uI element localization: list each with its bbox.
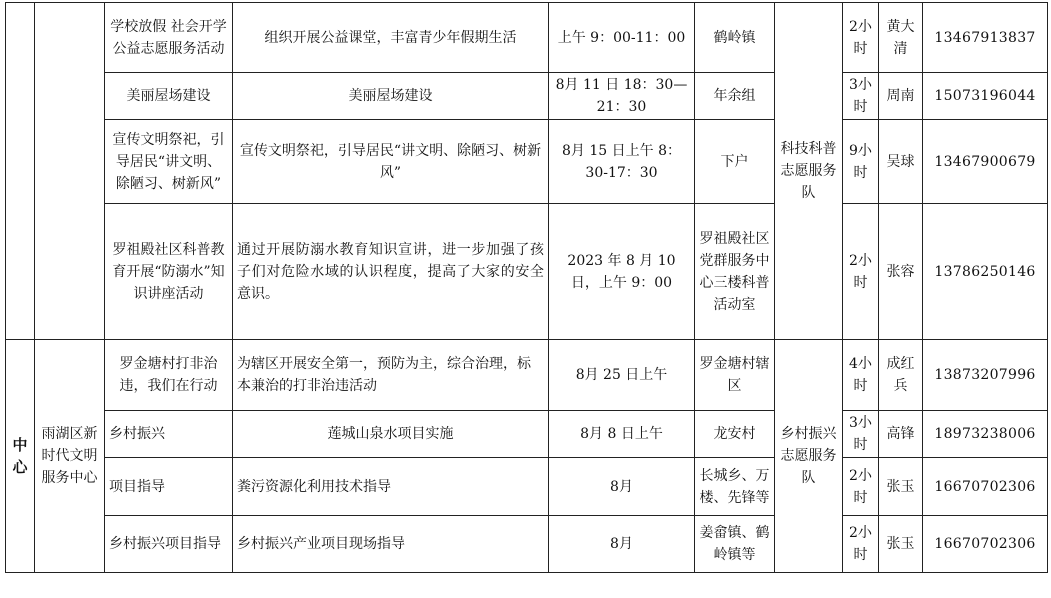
service-hours: 3小时: [843, 73, 879, 120]
activity-time: 8月 11 日 18：30—21：30: [549, 73, 695, 120]
service-hours: 2小时: [843, 458, 879, 516]
activity-place: 年余组: [695, 73, 775, 120]
activity-time: 8月: [549, 458, 695, 516]
activity-content: 美丽屋场建设: [233, 73, 549, 120]
activity-time: 上午 9：00-11：00: [549, 3, 695, 73]
contact-phone: 13467913837: [923, 3, 1048, 73]
service-hours: 9小时: [843, 120, 879, 204]
activity-content: 组织开展公益课堂，丰富青少年假期生活: [233, 3, 549, 73]
contact-person: 吴球: [879, 120, 923, 204]
contact-person: 高锋: [879, 411, 923, 458]
service-hours: 4小时: [843, 340, 879, 411]
activity-name: 乡村振兴: [105, 411, 233, 458]
contact-phone: 15073196044: [923, 73, 1048, 120]
table-row: [6, 340, 1048, 411]
activity-content: 为辖区开展安全第一，预防为主，综合治理，标本兼治的打非治违活动: [233, 340, 549, 411]
contact-person: 张玉: [879, 516, 923, 573]
contact-person: 周南: [879, 73, 923, 120]
activity-place: 长城乡、万楼、先锋等: [695, 458, 775, 516]
activity-place: 鹤岭镇: [695, 3, 775, 73]
table-row: [6, 516, 1048, 573]
contact-person: 成红兵: [879, 340, 923, 411]
service-hours: 3小时: [843, 411, 879, 458]
contact-phone: 13786250146: [923, 204, 1048, 340]
contact-phone: 13873207996: [923, 340, 1048, 411]
activity-time: 8月 15 日上午 8：30-17：30: [549, 120, 695, 204]
activity-name: 乡村振兴项目指导: [105, 516, 233, 573]
team-name: 乡村振兴志愿服务队: [775, 340, 843, 573]
table-row: [6, 3, 1048, 73]
activity-name: 学校放假 社会开学公益志愿服务活动: [105, 3, 233, 73]
activity-time: 8月: [549, 516, 695, 573]
activity-time: 2023 年 8 月 10 日，上午 9：00: [549, 204, 695, 340]
activity-name: 项目指导: [105, 458, 233, 516]
table-row: [6, 411, 1048, 458]
contact-person: 张容: [879, 204, 923, 340]
contact-phone: 16670702306: [923, 458, 1048, 516]
activity-content: 乡村振兴产业项目现场指导: [233, 516, 549, 573]
unit-name: 雨湖区新时代文明服务中心: [35, 340, 105, 573]
table-row: [6, 73, 1048, 120]
activity-place: 罗祖殿社区党群服务中心三楼科普活动室: [695, 204, 775, 340]
activity-time: 8月 8 日上午: [549, 411, 695, 458]
activity-table: [5, 2, 1048, 573]
activity-content: 通过开展防溺水教育知识宣讲，进一步加强了孩子们对危险水域的认识程度，提高了大家的安全意识。: [233, 204, 549, 340]
team-name: 科技科普志愿服务队: [775, 3, 843, 340]
unit-cell-top: [35, 3, 105, 340]
table-row: [6, 458, 1048, 516]
center-cell-top: [6, 3, 35, 340]
activity-place: 龙安村: [695, 411, 775, 458]
activity-content: 宣传文明祭祀，引导居民“讲文明、除陋习、树新风”: [233, 120, 549, 204]
activity-content: 莲城山泉水项目实施: [233, 411, 549, 458]
center-label: 中心: [6, 340, 35, 573]
contact-phone: 13467900679: [923, 120, 1048, 204]
contact-phone: 16670702306: [923, 516, 1048, 573]
activity-place: 姜畲镇、鹤岭镇等: [695, 516, 775, 573]
table-row: [6, 120, 1048, 204]
activity-place: 下户: [695, 120, 775, 204]
contact-person: 黄大清: [879, 3, 923, 73]
activity-content: 粪污资源化利用技术指导: [233, 458, 549, 516]
activity-name: 罗祖殿社区科普教育开展“防溺水”知识讲座活动: [105, 204, 233, 340]
activity-name: 美丽屋场建设: [105, 73, 233, 120]
activity-name: 罗金塘村打非治违，我们在行动: [105, 340, 233, 411]
activity-name: 宣传文明祭祀，引导居民“讲文明、除陋习、树新风”: [105, 120, 233, 204]
activity-time: 8月 25 日上午: [549, 340, 695, 411]
service-hours: 2小时: [843, 516, 879, 573]
activity-place: 罗金塘村辖区: [695, 340, 775, 411]
service-hours: 2小时: [843, 204, 879, 340]
table-row: [6, 204, 1048, 340]
contact-phone: 18973238006: [923, 411, 1048, 458]
service-hours: 2小时: [843, 3, 879, 73]
contact-person: 张玉: [879, 458, 923, 516]
